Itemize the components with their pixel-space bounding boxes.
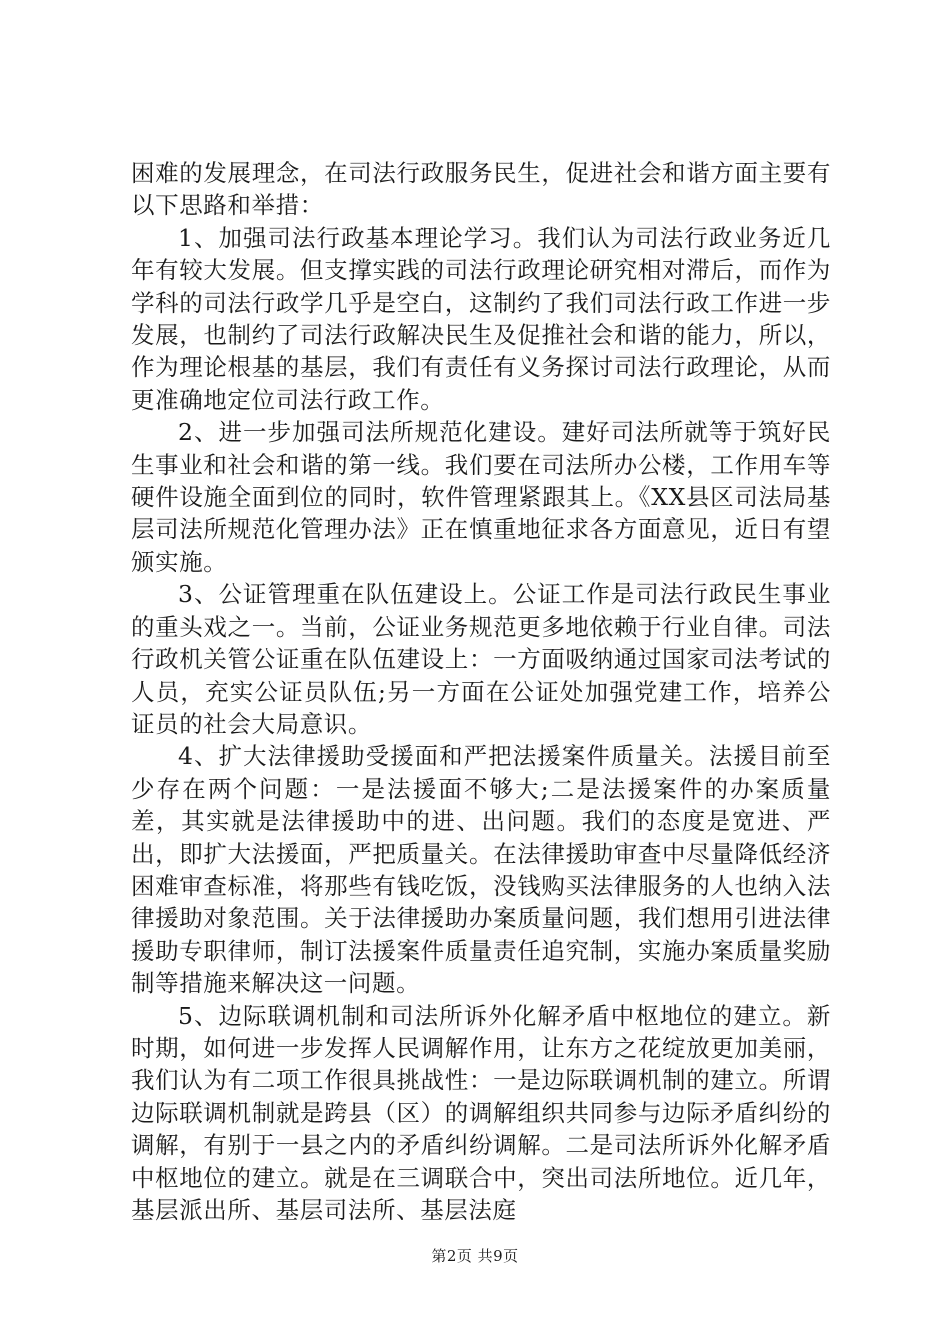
paragraph-intro: 困难的发展理念，在司法行政服务民生，促进社会和谐方面主要有以下思路和举措： [131,159,831,220]
paragraph-item-3: 3、公证管理重在队伍建设上。公证工作是司法行政民生事业的重头戏之一。当前，公证业务规范更多地依赖于行业自律。司法行政机关管公证重在队伍建设上：一方面吸纳通过国家司法考试的人员，充实公证员队伍;另一方面在公证处加强党建工作，培养公证员的社会大局意识。 [131,580,831,738]
page-number-footer: 第2页 共9页 [431,1247,519,1265]
paragraph-item-5: 5、边际联调机制和司法所诉外化解矛盾中枢地位的建立。新时期，如何进一步发挥人民调解作用，让东方之花绽放更加美丽，我们认为有二项工作很具挑战性：一是边际联调机制的建立。所谓边际联调机制就是跨县（区）的调解组织共同参与边际矛盾纠纷的调解，有别于一县之内的矛盾纠纷调解。二是司法所诉外化解矛盾中枢地位的建立。就是在三调联合中，突出司法所地位。近几年，基层派出所、基层司法所、基层法庭 [131,1001,831,1224]
paragraph-item-4: 4、扩大法律援助受援面和严把法援案件质量关。法援目前至少存在两个问题：一是法援面不够大;二是法援案件的办案质量差，其实就是法律援助中的进、出问题。我们的态度是宽进、严出，即扩大法援面，严把质量关。在法律援助审查中尽量降低经济困难审查标准，将那些有钱吃饭，没钱购买法律服务的人也纳入法律援助对象范围。关于法律援助办案质量问题，我们想用引进法律援助专职律师，制订法援案件质量责任追究制，实施办案质量奖励制等措施来解决这一问题。 [131,742,831,998]
document-body [131,157,831,1226]
paragraph-item-1: 1、加强司法行政基本理论学习。我们认为司法行政业务近几年有较大发展。但支撑实践的司法行政理论研究相对滞后，而作为学科的司法行政学几乎是空白，这制约了我们司法行政工作进一步发展，也制约了司法行政解决民生及促推社会和谐的能力，所以，作为理论根基的基层，我们有责任有义务探讨司法行政理论，从而更准确地定位司法行政工作。 [131,223,831,414]
paragraph-item-2: 2、进一步加强司法所规范化建设。建好司法所就等于筑好民生事业和社会和谐的第一线。我们要在司法所办公楼，工作用车等硬件设施全面到位的同时，软件管理紧跟其上。《XX县区司法局基层司法所规范化管理办法》正在慎重地征求各方面意见，近日有望颁实施。 [131,418,831,576]
